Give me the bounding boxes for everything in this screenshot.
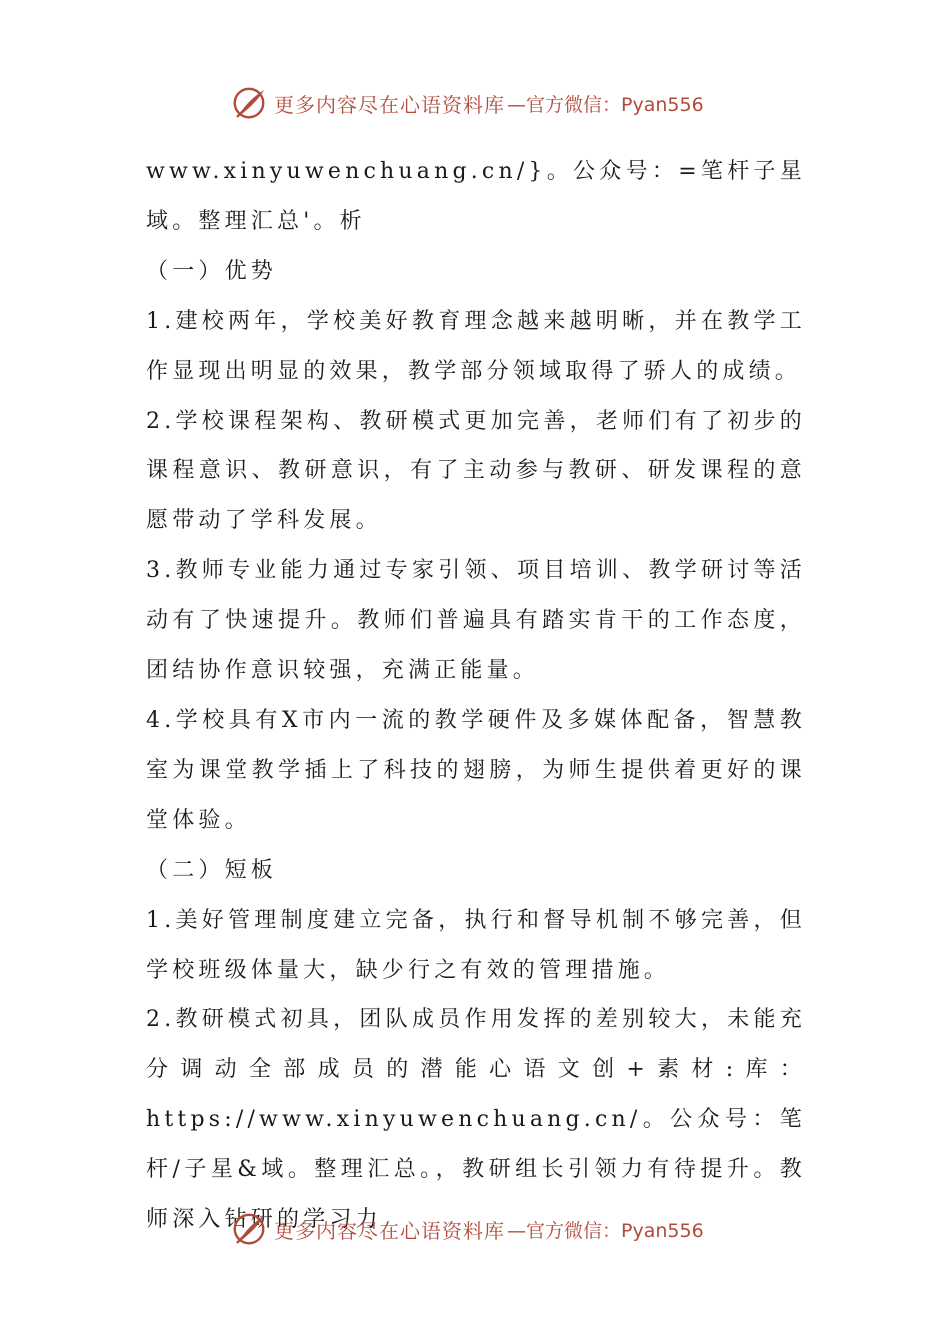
header-contact: —官方微信：Pyan556 [507, 93, 704, 116]
paragraph: 1.美好管理制度建立完备，执行和督导机制不够完善，但学校班级体量大，缺少行之有效的管理措施。 [146, 907, 806, 983]
quill-logo-icon [230, 84, 268, 122]
document-body [146, 147, 806, 1245]
header-watermark [230, 83, 720, 123]
footer-brand: 更多内容尽在心语资料库 [274, 1218, 505, 1243]
paragraph: 3.教师专业能力通过专家引领、项目培训、教学研讨等活动有了快速提升。教师们普遍具有踏实肯干的工作态度，团结协作意识较强，充满正能量。 [146, 558, 806, 684]
paragraph: 1.建校两年，学校美好教育理念越来越明晰，并在教学工作显现出明显的效果，教学部分领域取得了骄人的成绩。 [146, 308, 806, 384]
paragraph: www.xinyuwenchuang.cn/}。公众号：=笔杆子星域。整理汇总'。析 [146, 159, 806, 234]
footer-contact: —官方微信：Pyan556 [507, 1219, 704, 1242]
section-heading-advantages: （一）优势 [146, 258, 278, 284]
paragraph: 4.学校具有X市内一流的教学硬件及多媒体配备，智慧教室为课堂教学插上了科技的翅膀，为师生提供着更好的课堂体验。 [146, 707, 806, 833]
paragraph: 2.教研模式初具，团队成员作用发挥的差别较大，未能充分调动全部成员的潜能心语文创+素材:库：https://www.xinyuwenchuang.cn/。公众号：笔杆/子星&域。整理汇总。，教研组长引领力有待提升。教师深入钻研的学习力 [146, 1007, 806, 1233]
footer-watermark [230, 1209, 720, 1249]
quill-logo-icon [230, 1210, 268, 1248]
header-brand: 更多内容尽在心语资料库 [274, 92, 505, 117]
section-heading-shortcomings: （二）短板 [146, 857, 278, 883]
paragraph: 2.学校课程架构、教研模式更加完善，老师们有了初步的课程意识、教研意识，有了主动参与教研、研发课程的意愿带动了学科发展。 [146, 408, 806, 534]
